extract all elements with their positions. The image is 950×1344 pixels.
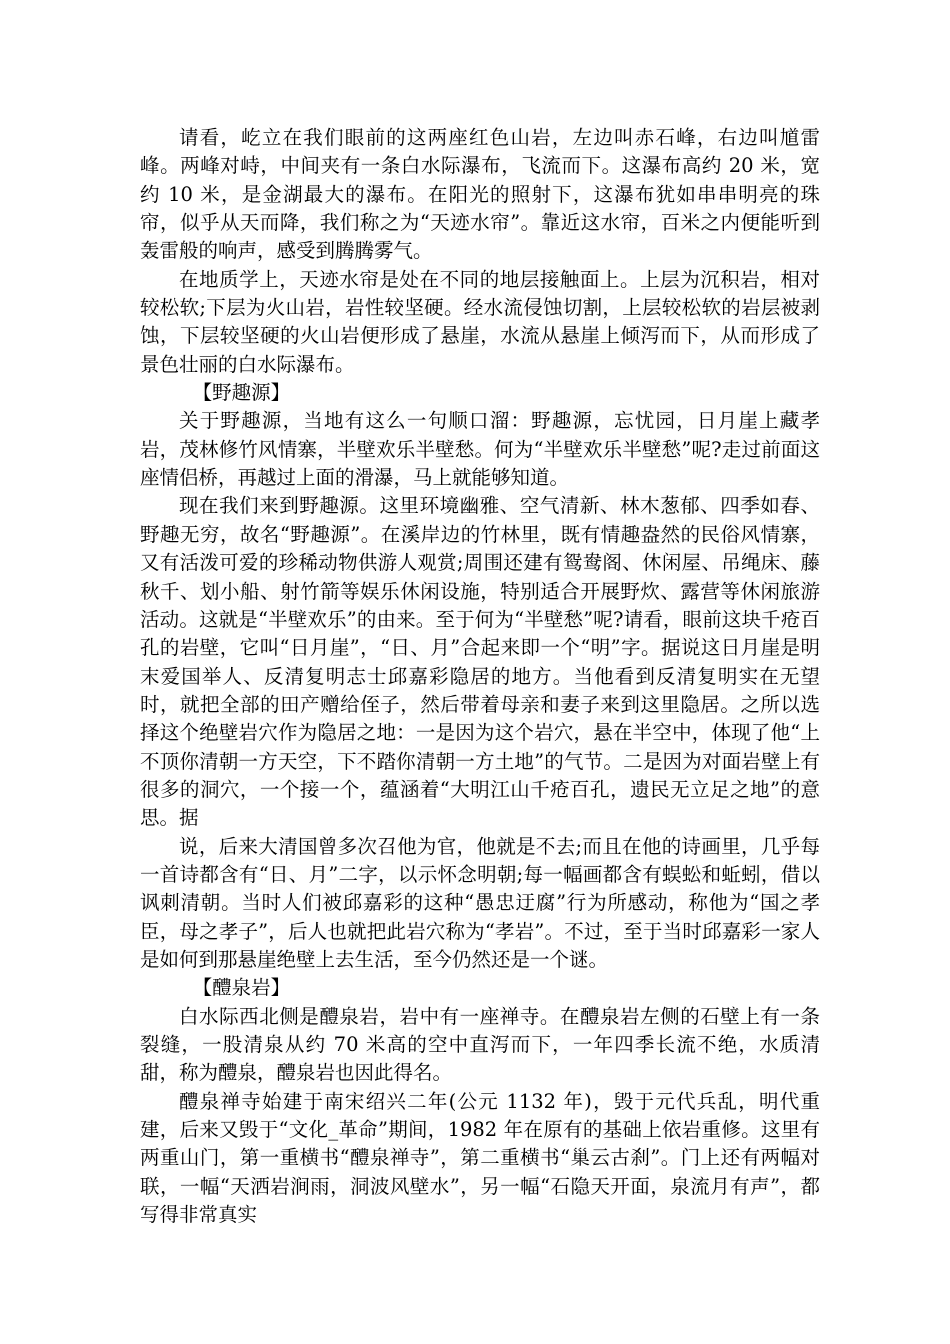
- section-heading-liquanyan: 【醴泉岩】: [192, 976, 291, 1000]
- paragraph-yequyuan-rhyme: 关于野趣源，当地有这么一句顺口溜：野趣源，忘忧园，日月崖上藏孝岩，茂林修竹风情寨，半壁欢乐半壁愁。何为“半壁欢乐半壁愁”呢?走过前面这座情侣桥，再越过上面的滑瀑，马上就能够知道。: [140, 409, 820, 490]
- document-page: [140, 124, 820, 1229]
- paragraph-geology: 在地质学上，天迹水帘是处在不同的地层接触面上。上层为沉积岩，相对较松软;下层为火山岩，岩性较坚硬。经水流侵蚀切割，上层较松软的岩层被剥蚀，下层较坚硬的火山岩便形成了悬崖，水流从悬崖上倾泻而下，从而形成了景色壮丽的白水际瀑布。: [140, 267, 820, 376]
- section-heading-yequyuan: 【野趣源】: [192, 381, 291, 405]
- paragraph-liquan-spring: 白水际西北侧是醴泉岩，岩中有一座禅寺。在醴泉岩左侧的石壁上有一条裂缝，一股清泉从约 70 米高的空中直泻而下，一年四季长流不绝，水质清甜，称为醴泉，醴泉岩也因此得名。: [140, 1004, 820, 1085]
- paragraph-liquan-temple: 醴泉禅寺始建于南宋绍兴二年(公元 1132 年)，毁于元代兵乱，明代重建，后来又毁于“文化_革命”期间，1982 年在原有的基础上依岩重修。这里有两重山门，第一重横书“醴泉禅寺”，第二重横书“巢云古刹”。门上还有两幅对联，一幅“天洒岩涧雨，洞波风壁水”，另一幅“石隐天开面，泉流月有声”，都写得非常真实: [140, 1089, 820, 1227]
- paragraph-waterfall-intro: 请看，屹立在我们眼前的这两座红色山岩，左边叫赤石峰，右边叫馗雷峰。两峰对峙，中间夹有一条白水际瀑布，飞流而下。这瀑布高约 20 米，宽约 10 米，是金湖最大的瀑布。在阳光的照射下，这瀑布犹如串串明亮的珠帘，似乎从天而降，我们称之为“天迹水帘”。靠近这水帘，百米之内便能听到轰雷般的响声，感受到腾腾雾气。: [140, 126, 820, 263]
- paragraph-yequyuan-description: 现在我们来到野趣源。这里环境幽雅、空气清新、林木葱郁、四季如春、野趣无穷，故名“野趣源”。在溪岸边的竹林里，既有情趣盎然的民俗风情寨，又有活泼可爱的珍稀动物供游人观赏;周围还建有鸳鸯阁、休闲屋、吊绳床、藤秋千、划小船、射竹箭等娱乐休闲设施，特别适合开展野炊、露营等休闲旅游活动。这就是“半壁欢乐”的由来。至于何为“半壁愁”呢?请看，眼前这块千疮百孔的岩壁，它叫“日月崖”，“日、月”合起来即一个“明”字。据说这日月崖是明末爱国举人、反清复明志士邱嘉彩隐居的地方。当他看到反清复明实在无望时，就把全部的田产赠给侄子，然后带着母亲和妻子来到这里隐居。之所以选择这个绝壁岩穴作为隐居之地：一是因为这个岩穴，悬在半空中，体现了他“上不顶你清朝一方天空，下不踏你清朝一方土地”的气节。二是因为对面岩壁上有很多的洞穴，一个接一个，蕴涵着“大明江山千疮百孔，遗民无立足之地”的意思。据: [140, 494, 820, 830]
- paragraph-qiu-jiacai: 说，后来大清国曾多次召他为官，他就是不去;而且在他的诗画里，几乎每一首诗都含有“日、月”二字，以示怀念明朝;每一幅画都含有蜈蚣和蚯蚓，借以讽刺清朝。当时人们被邱嘉彩的这种“愚忠迂腐”行为所感动，称他为“国之孝臣，母之孝子”，后人也就把此岩穴称为“孝岩”。不过，至于当时邱嘉彩一家人是如何到那悬崖绝壁上去生活，至今仍然还是一个谜。: [140, 834, 820, 971]
